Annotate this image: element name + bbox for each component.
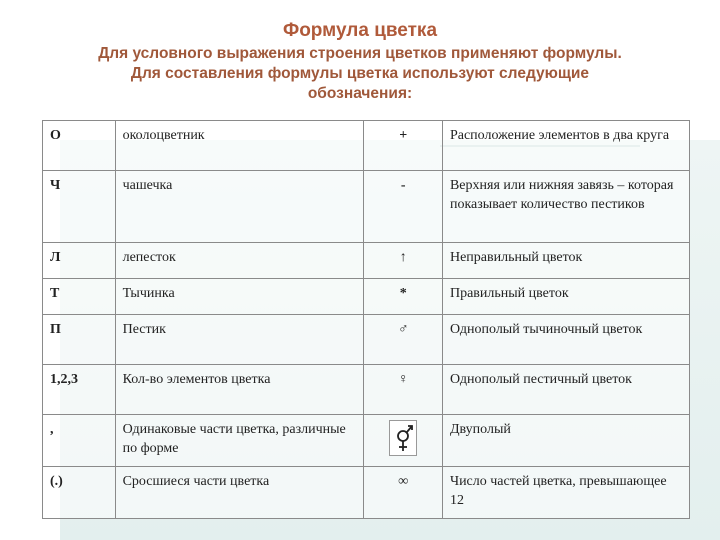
- description-cell: Неправильный цветок: [442, 243, 689, 279]
- plus-icon: +: [364, 121, 443, 171]
- infinity-icon: ∞: [364, 467, 443, 519]
- name-cell: чашечка: [115, 171, 364, 243]
- symbol-cell: 1,2,3: [43, 365, 116, 415]
- hermaphrodite-symbol-icon: [389, 420, 417, 456]
- description-cell: Однополый тычиночный цветок: [442, 315, 689, 365]
- description-cell: Двуполый: [442, 415, 689, 467]
- symbol-cell: Т: [43, 279, 116, 315]
- name-cell: Сросшиеся части цветка: [115, 467, 364, 519]
- symbol-cell: (.): [43, 467, 116, 519]
- name-cell: околоцветник: [115, 121, 364, 171]
- up-arrow-icon: ↑: [364, 243, 443, 279]
- description-cell: Расположение элементов в два круга: [442, 121, 689, 171]
- name-cell: лепесток: [115, 243, 364, 279]
- description-cell: Число частей цветка, превышающее 12: [442, 467, 689, 519]
- table-row: [43, 365, 690, 415]
- symbol-cell: П: [43, 315, 116, 365]
- table-row: [43, 279, 690, 315]
- name-cell: Пестик: [115, 315, 364, 365]
- symbol-cell: Ч: [43, 171, 116, 243]
- page-title: Формула цветка: [282, 20, 438, 41]
- subtitle-line-2: Для составления формулы цветка используют следующие: [130, 65, 590, 82]
- symbol-cell: Л: [43, 243, 116, 279]
- description-cell: Верхняя или нижняя завязь – которая показывает количество пестиков: [442, 171, 689, 243]
- table-row: [43, 171, 690, 243]
- asterisk-icon: *: [364, 279, 443, 315]
- description-cell: Правильный цветок: [442, 279, 689, 315]
- symbol-cell: ,: [43, 415, 116, 467]
- table-row: [43, 415, 690, 467]
- symbol-cell: О: [43, 121, 116, 171]
- slide-header: [0, 20, 720, 104]
- subtitle-line-1: Для условного выражения строения цветков применяют формулы.: [98, 45, 622, 62]
- minus-icon: -: [364, 171, 443, 243]
- subtitle-line-3: обозначения:: [307, 85, 413, 102]
- name-cell: Тычинка: [115, 279, 364, 315]
- name-cell: Кол-во элементов цветка: [115, 365, 364, 415]
- table-row: [43, 467, 690, 519]
- legend-table: [42, 120, 690, 519]
- female-symbol-icon: ♀: [364, 365, 443, 415]
- description-cell: Однополый пестичный цветок: [442, 365, 689, 415]
- table-row: [43, 243, 690, 279]
- male-symbol-icon: ♂: [364, 315, 443, 365]
- table-row: [43, 315, 690, 365]
- hermaphrodite-cell: [364, 415, 443, 467]
- name-cell: Одинаковые части цветка, различные по форме: [115, 415, 364, 467]
- table-row: [43, 121, 690, 171]
